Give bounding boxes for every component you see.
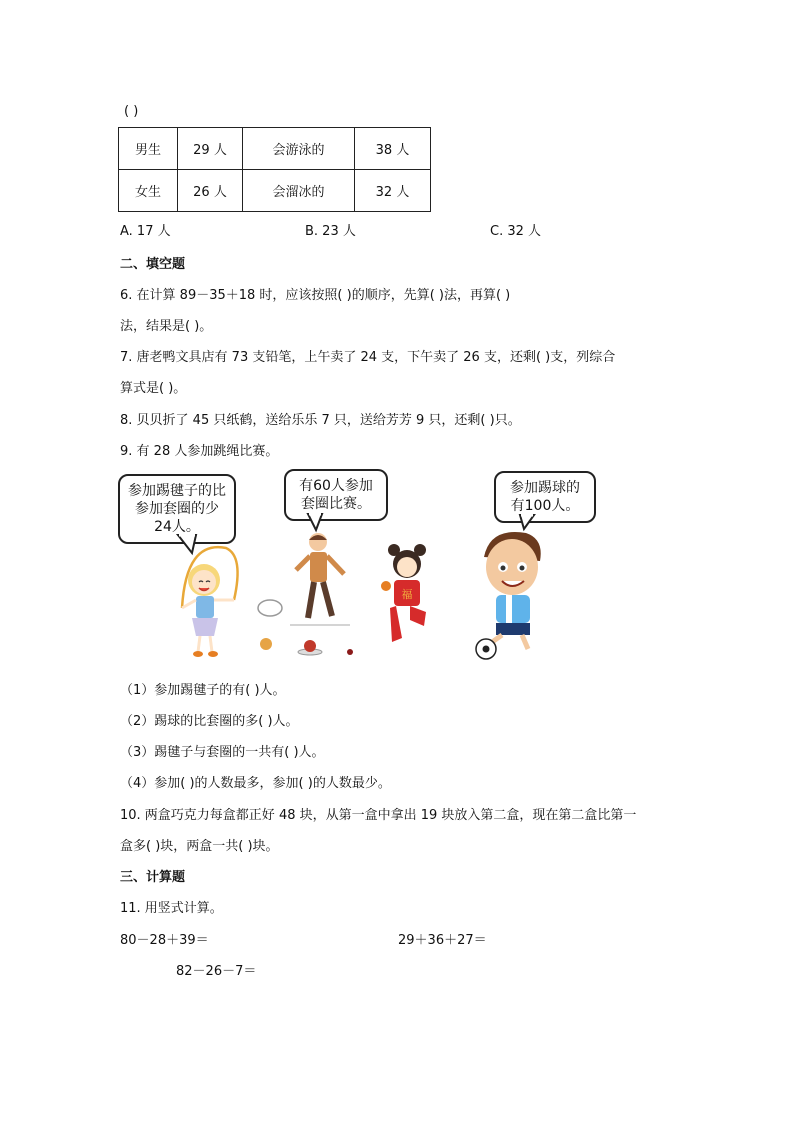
calc-expression: 29＋36＋27＝ — [398, 933, 487, 948]
table-cell: 男生 — [119, 128, 178, 170]
q9-sub-1: （1）参加踢毽子的有( )人。 — [120, 683, 286, 698]
table-row — [119, 170, 431, 212]
table-cell: 会溜冰的 — [243, 170, 355, 212]
q9-prompt: 9. 有 28 人参加跳绳比赛。 — [120, 444, 279, 459]
q10-line-1: 10. 两盒巧克力每盒都正好 48 块，从第一盒中拿出 19 块放入第二盒，现在第二盒比第一 — [120, 808, 637, 823]
calc-expression: 80－28＋39＝ — [120, 933, 209, 948]
speech-bubble-shuttlecock: 参加踢毽子的比参加套圈的少24人。 — [118, 474, 236, 544]
speech-bubble-football: 参加踢球的有100人。 — [494, 471, 596, 523]
option-a[interactable]: A. 17 人 — [120, 224, 171, 239]
table-cell: 38 人 — [355, 128, 431, 170]
jump-rope-girl-icon — [168, 538, 248, 660]
table-cell: 女生 — [119, 170, 178, 212]
table-cell: 32 人 — [355, 170, 431, 212]
q9-sub-2: （2）踢球的比套圈的多( )人。 — [120, 714, 299, 729]
q6-line-2: 法，结果是( )。 — [120, 319, 213, 334]
option-b[interactable]: B. 23 人 — [305, 224, 356, 239]
q10-line-2: 盒多( )块，两盒一共( )块。 — [120, 839, 279, 854]
section-heading-fill-blank: 二、填空题 — [120, 257, 186, 272]
q7-line-2: 算式是( )。 — [120, 381, 187, 396]
table-row — [119, 128, 431, 170]
calc-expression: 82－26－7＝ — [176, 964, 257, 979]
q11-prompt: 11. 用竖式计算。 — [120, 901, 223, 916]
section-heading-calculation: 三、计算题 — [120, 870, 186, 885]
table-cell: 26 人 — [178, 170, 243, 212]
ring-toss-items-icon — [250, 588, 380, 660]
stats-table — [118, 127, 431, 212]
shuttlecock-girl-icon — [376, 542, 438, 652]
soccer-boy-icon — [470, 527, 556, 661]
speech-bubble-ring-toss: 有60人参加套圈比赛。 — [284, 469, 388, 521]
q9-sub-3: （3）踢毽子与套圈的一共有( )人。 — [120, 745, 325, 760]
q6-line-1: 6. 在计算 89－35＋18 时，应该按照( )的顺序，先算( )法，再算( ) — [120, 288, 511, 303]
table-cell: 29 人 — [178, 128, 243, 170]
q5-answer-blank: ( ) — [124, 104, 139, 119]
q8: 8. 贝贝折了 45 只纸鹤，送给乐乐 7 只，送给芳芳 9 只，还剩( )只。 — [120, 413, 521, 428]
fu-badge: 福 — [401, 588, 413, 601]
q7-line-1: 7. 唐老鸭文具店有 73 支铅笔，上午卖了 24 支，下午卖了 26 支，还剩( )支，列综合 — [120, 350, 616, 365]
table-cell: 会游泳的 — [243, 128, 355, 170]
option-c[interactable]: C. 32 人 — [490, 224, 542, 239]
q9-sub-4: （4）参加( )的人数最多，参加( )的人数最少。 — [120, 776, 391, 791]
